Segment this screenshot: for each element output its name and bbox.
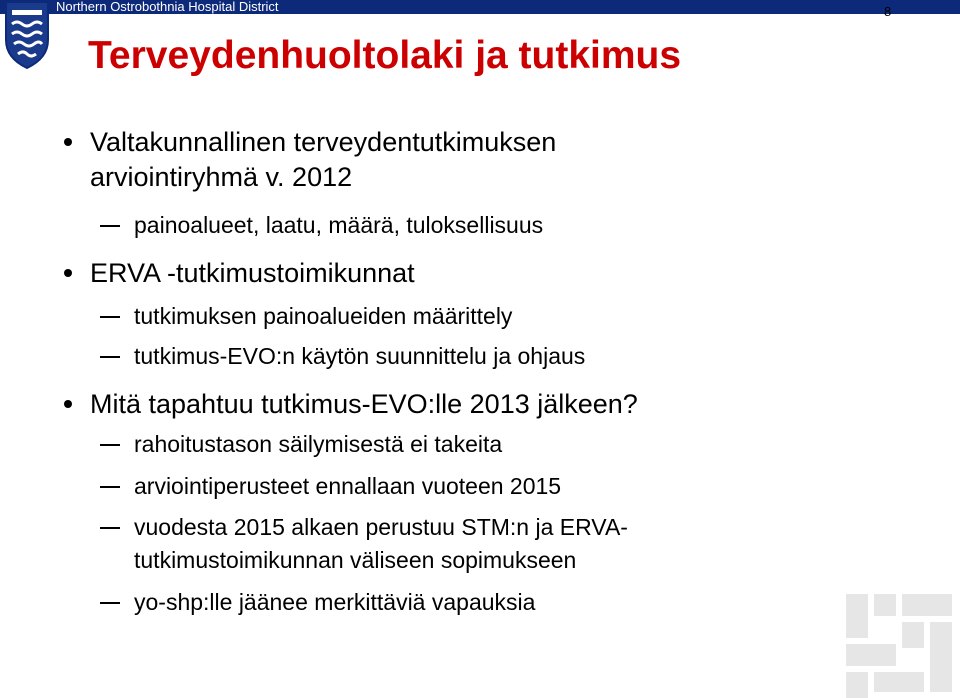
- slide-title: Terveydenhuoltolaki ja tutkimus: [88, 34, 682, 77]
- sub-bullet-text: yo-shp:lle jäänee merkittäviä vapauksia: [134, 589, 536, 615]
- bullet-dot: [64, 400, 72, 408]
- sub-bullet-dash: [100, 602, 120, 604]
- sub-bullet-text: vuodesta 2015 alkaen perustuu STM:n ja ERVA-: [134, 514, 628, 540]
- page-number: 8: [884, 4, 892, 19]
- cross-pattern-watermark-icon: [836, 588, 960, 698]
- organization-name: Northern Ostrobothnia Hospital District: [56, 0, 279, 14]
- bullet-dot: [64, 138, 72, 146]
- bullet-text: Valtakunnallinen terveydentutkimuksen: [90, 127, 557, 157]
- hospital-district-crest-icon: [2, 0, 52, 70]
- sub-bullet-text-continued: tutkimustoimikunnan väliseen sopimukseen: [134, 547, 577, 573]
- sub-bullet-text: painoalueet, laatu, määrä, tuloksellisuus: [134, 212, 544, 238]
- bullet-text: Mitä tapahtuu tutkimus-EVO:lle 2013 jälkeen?: [90, 389, 638, 419]
- sub-bullet-dash: [100, 486, 120, 488]
- sub-bullet-text: rahoitustason säilymisestä ei takeita: [134, 431, 503, 457]
- bullet-text-continued: arviointiryhmä v. 2012: [90, 162, 353, 192]
- bullet-text: ERVA -tutkimustoimikunnat: [90, 258, 415, 288]
- sub-bullet-dash: [100, 356, 120, 358]
- sub-bullet-text: tutkimuksen painoalueiden määrittely: [134, 303, 513, 329]
- sub-bullet-dash: [100, 225, 120, 227]
- sub-bullet-dash: [100, 444, 120, 446]
- bullet-dot: [64, 269, 72, 277]
- sub-bullet-dash: [100, 527, 120, 529]
- sub-bullet-text: arviointiperusteet ennallaan vuoteen 2015: [134, 473, 562, 499]
- sub-bullet-dash: [100, 316, 120, 318]
- sub-bullet-text: tutkimus-EVO:n käytön suunnittelu ja ohjaus: [134, 343, 586, 369]
